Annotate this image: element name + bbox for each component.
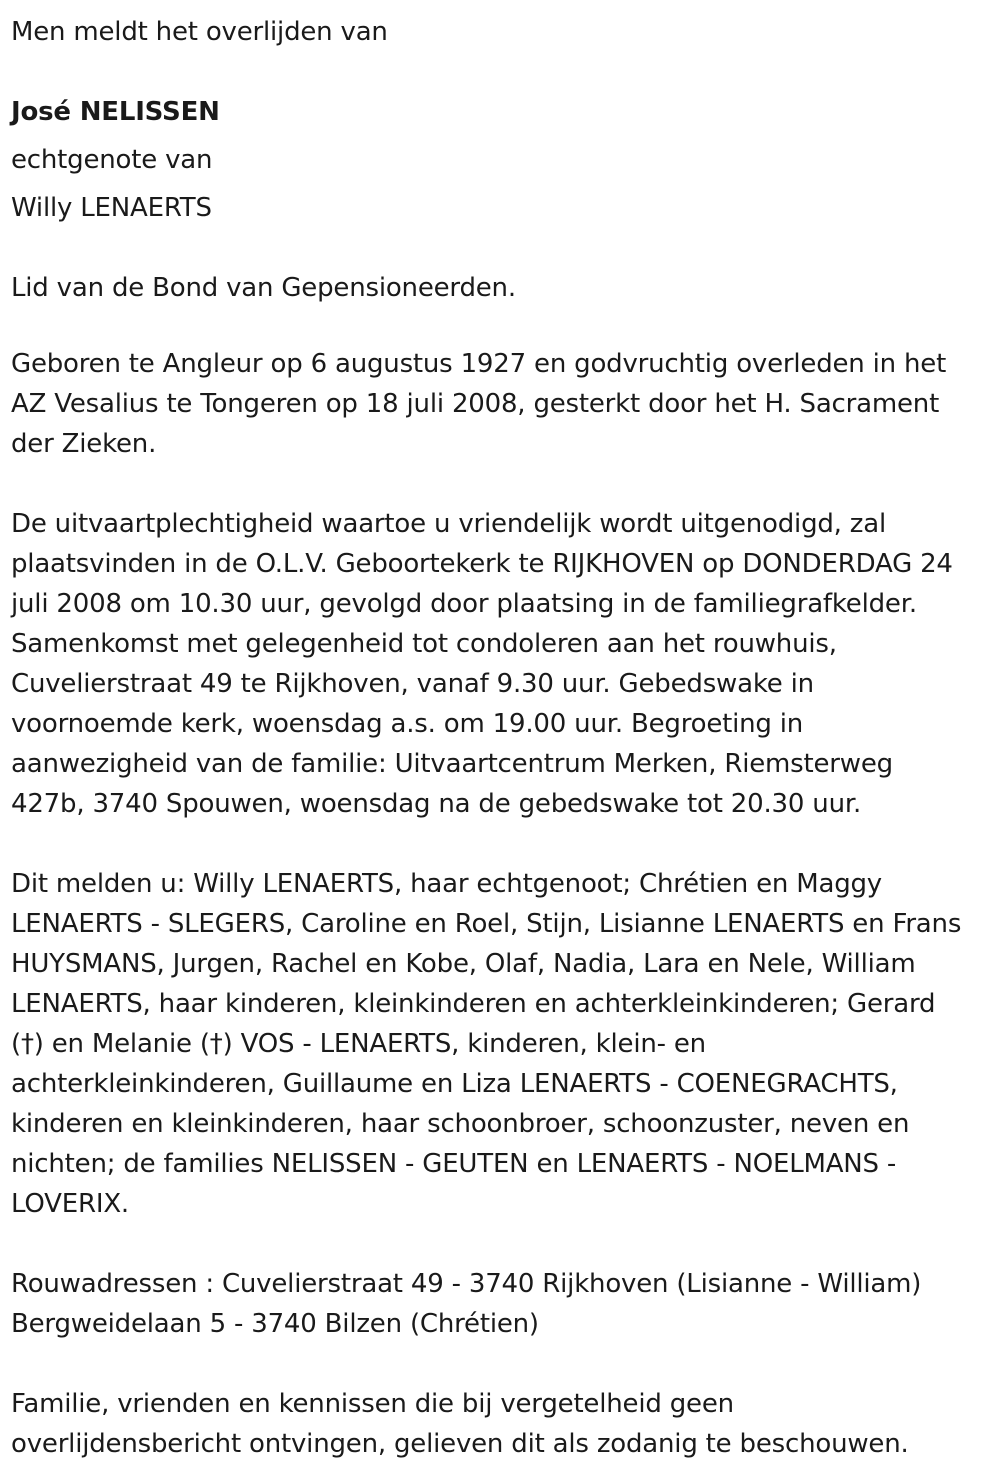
funeral-line: plaatsvinden in de O.L.V. Geboortekerk te RIJKHOVEN op DONDERDAG 24	[11, 549, 953, 579]
funeral-line: voornoemde kerk, woensdag a.s. om 19.00 uur. Begroeting in	[11, 709, 804, 739]
birth-death-line: AZ Vesalius te Tongeren op 18 juli 2008, gesterkt door het H. Sacrament	[11, 389, 940, 419]
funeral-line: juli 2008 om 10.30 uur, gevolgd door plaatsing in de familiegrafkelder.	[11, 589, 917, 619]
closing-line: Familie, vrienden en kennissen die bij vergetelheid geen	[11, 1389, 734, 1419]
family-line: LENAERTS, haar kinderen, kleinkinderen en achterkleinkinderen; Gerard	[11, 989, 936, 1019]
family-line: LOVERIX.	[11, 1189, 129, 1219]
funeral-line: Samenkomst met gelegenheid tot condoleren aan het rouwhuis,	[11, 629, 837, 659]
birth-death-paragraph	[11, 344, 1000, 464]
family-paragraph	[11, 864, 1000, 1224]
spouse-name: Willy LENAERTS	[11, 193, 212, 223]
funeral-line: aanwezigheid van de familie: Uitvaartcentrum Merken, Riemsterweg	[11, 749, 893, 779]
family-line: (†) en Melanie (†) VOS - LENAERTS, kinderen, klein- en	[11, 1029, 706, 1059]
closing-paragraph	[11, 1384, 1000, 1464]
deceased-first-name: José	[11, 97, 71, 127]
intro-text: Men meldt het overlijden van	[11, 17, 388, 47]
addresses-paragraph	[11, 1264, 1000, 1344]
closing-line: overlijdensbericht ontvingen, gelieven dit als zodanig te beschouwen.	[11, 1429, 909, 1459]
family-line: kinderen en kleinkinderen, haar schoonbroer, schoonzuster, neven en	[11, 1109, 910, 1139]
family-line: HUYSMANS, Jurgen, Rachel en Kobe, Olaf, Nadia, Lara en Nele, William	[11, 949, 916, 979]
funeral-paragraph	[11, 504, 1000, 824]
membership-text: Lid van de Bond van Gepensioneerden.	[11, 273, 516, 303]
relation-text: echtgenote van	[11, 145, 213, 175]
address-line: Rouwadressen : Cuvelierstraat 49 - 3740 Rijkhoven (Lisianne - William)	[11, 1269, 922, 1299]
deceased-name	[11, 88, 1000, 136]
family-line: nichten; de families NELISSEN - GEUTEN en LENAERTS - NOELMANS -	[11, 1149, 897, 1179]
deceased-last-name: NELISSEN	[79, 97, 220, 127]
funeral-line: Cuvelierstraat 49 te Rijkhoven, vanaf 9.30 uur. Gebedswake in	[11, 669, 814, 699]
funeral-line: De uitvaartplechtigheid waartoe u vriendelijk wordt uitgenodigd, zal	[11, 509, 887, 539]
funeral-line: 427b, 3740 Spouwen, woensdag na de gebedswake tot 20.30 uur.	[11, 789, 862, 819]
birth-death-line: Geboren te Angleur op 6 augustus 1927 en godvruchtig overleden in het	[11, 349, 947, 379]
family-line: achterkleinkinderen, Guillaume en Liza LENAERTS - COENEGRACHTS,	[11, 1069, 898, 1099]
family-line: Dit melden u: Willy LENAERTS, haar echtgenoot; Chrétien en Maggy	[11, 869, 882, 899]
address-line: Bergweidelaan 5 - 3740 Bilzen (Chrétien)	[11, 1309, 539, 1339]
birth-death-line: der Zieken.	[11, 429, 157, 459]
family-line: LENAERTS - SLEGERS, Caroline en Roel, Stijn, Lisianne LENAERTS en Frans	[11, 909, 962, 939]
